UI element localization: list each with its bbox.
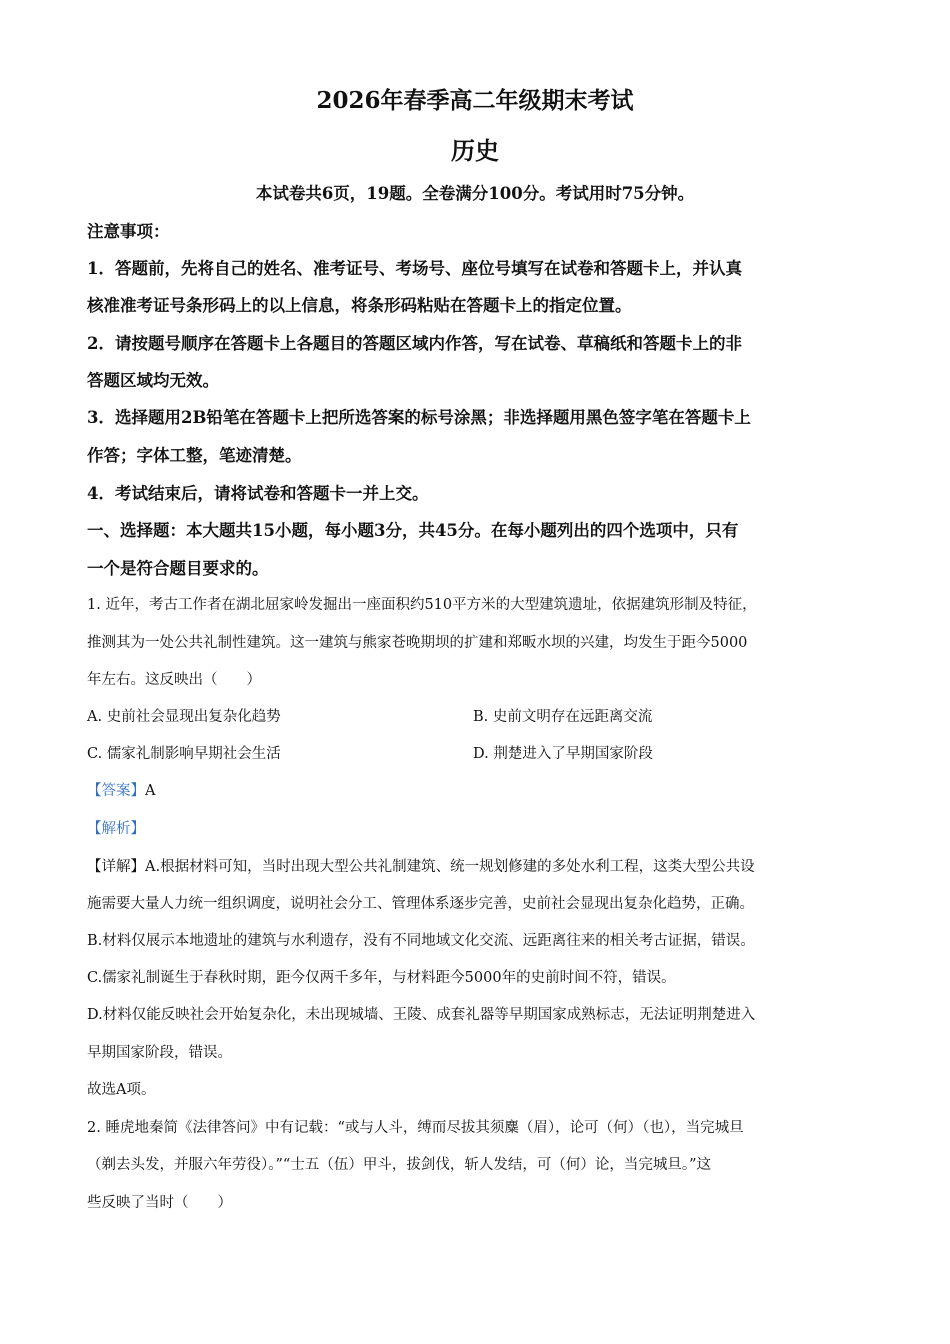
notice-line: 作答；字体工整，笔迹清楚。 <box>87 446 302 465</box>
option-b: B. 史前文明存在远距离交流 <box>473 709 653 725</box>
answer-line <box>87 779 155 800</box>
analysis-line: 【详解】A.根据材料可知，当时出现大型公共礼制建筑、统一规划修建的多处水利工程，这类大型公共设 <box>87 859 755 875</box>
analysis-line: 施需要大量人力统一组织调度，说明社会分工、管理体系逐步完善，史前社会显现出复杂化趋势，正确。 <box>87 896 754 912</box>
answer-tag: 【答案】 <box>87 783 145 799</box>
notice-heading: 注意事项： <box>87 222 170 241</box>
answer-value: A <box>145 783 156 799</box>
notice-line: 3．选择题用2B铅笔在答题卡上把所选答案的标号涂黑；非选择题用黑色签字笔在答题卡上 <box>87 408 751 427</box>
notice-line: 4．考试结束后，请将试卷和答题卡一并上交。 <box>87 484 429 503</box>
question-1-stem: 1. 近年，考古工作者在湖北屈家岭发掘出一座面积约510平方米的大型建筑遗址，依据建筑形制及特征， <box>87 597 757 613</box>
notice-line: 答题区域均无效。 <box>87 371 219 390</box>
analysis-line: B.材料仅展示本地遗址的建筑与水利遗存，没有不同地域文化交流、远距离往来的相关考古证据，错误。 <box>87 933 755 949</box>
subject-title: 历史 <box>451 136 499 165</box>
question-1-stem: 年左右。这反映出（ ） <box>87 672 261 688</box>
notice-line: 1．答题前，先将自己的姓名、准考证号、考场号、座位号填写在试卷和答题卡上，并认真 <box>87 259 742 278</box>
exam-info: 本试卷共6页，19题。全卷满分100分。考试用时75分钟。 <box>255 184 695 203</box>
analysis-line: D.材料仅能反映社会开始复杂化，未出现城墙、王陵、成套礼器等早期国家成熟标志，无法证明荆楚进入 <box>87 1007 756 1023</box>
notice-line: 2．请按题号顺序在答题卡上各题目的答题区域内作答，写在试卷、草稿纸和答题卡上的非 <box>87 334 742 353</box>
section-heading: 一、选择题：本大题共15小题，每小题3分，共45分。在每小题列出的四个选项中，只有 <box>87 521 739 540</box>
question-2-stem: 些反映了当时（ ） <box>87 1195 232 1211</box>
notice-line: 核准准考证号条形码上的以上信息，将条形码粘贴在答题卡上的指定位置。 <box>87 296 632 315</box>
analysis-line: 早期国家阶段，错误。 <box>87 1045 232 1061</box>
option-a: A. 史前社会显现出复杂化趋势 <box>87 709 281 725</box>
analysis-line: 故选A项。 <box>87 1082 156 1098</box>
question-2-stem: 2. 睡虎地秦简《法律答问》中有记载：“或与人斗，缚而尽拔其须麋（眉），论可（何）（也），当完城旦 <box>87 1120 744 1136</box>
exam-title: 2026年春季高二年级期末考试 <box>316 87 634 114</box>
question-2-stem: （剃去头发，并服六年劳役）。”“士五（伍）甲斗，拔剑伐，斩人发结，可（何）论，当完城旦。”这 <box>87 1157 711 1173</box>
analysis-tag: 【解析】 <box>87 821 145 837</box>
option-c: C. 儒家礼制影响早期社会生活 <box>87 746 281 762</box>
section-heading: 一个是符合题目要求的。 <box>87 559 269 578</box>
option-d: D. 荆楚进入了早期国家阶段 <box>473 746 653 762</box>
question-1-stem: 推测其为一处公共礼制性建筑。这一建筑与熊家苍晚期坝的扩建和郑畈水坝的兴建，均发生于距今5000 <box>87 635 748 651</box>
analysis-line: C.儒家礼制诞生于春秋时期，距今仅两千多年，与材料距今5000年的史前时间不符，错误。 <box>87 970 676 986</box>
